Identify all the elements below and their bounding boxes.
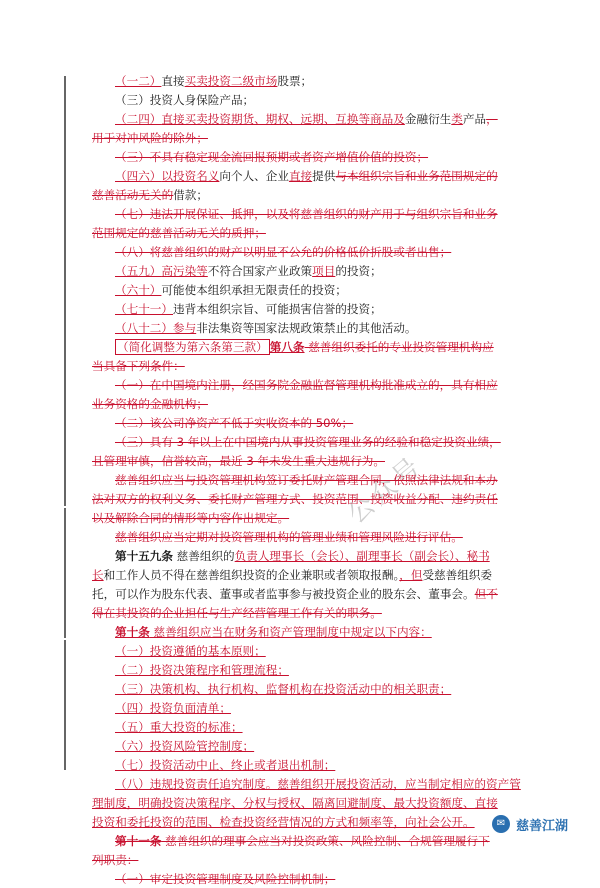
text-run: 慈善活动无关的 — [92, 188, 174, 202]
text-line — [115, 756, 528, 774]
text-run: （二四） — [115, 112, 162, 126]
text-run: 产品 — [462, 112, 487, 126]
text-line — [115, 680, 528, 698]
text-run: 但不 — [474, 587, 498, 601]
text-run: 第十五九条 — [115, 549, 173, 563]
text-run: 高污染等 — [161, 264, 208, 278]
text-line — [92, 604, 528, 622]
text-line — [115, 72, 528, 90]
text-run: 慈善组织委托的专业投资管理机构应 — [304, 340, 494, 354]
text-run: 非法集资等国家法规政策禁止的其他活动。 — [196, 321, 417, 335]
text-line — [115, 167, 528, 185]
text-line — [115, 110, 528, 128]
text-line — [115, 205, 528, 223]
text-line — [92, 566, 528, 584]
text-run: （七）投资活动中止、终止或者退出机制； — [115, 758, 336, 772]
text-line — [115, 547, 528, 565]
text-run: （四）投资负面清单； — [115, 701, 231, 715]
text-run: 理制度，明确投资决策程序、分权与授权、隔离回避制度、最大投资额度、直接 — [92, 796, 498, 810]
text-run: 受慈善组织委 — [422, 568, 493, 582]
text-run: 得在其投资的企业担任与生产经营管理工作有关的职务。 — [92, 606, 382, 620]
text-run: 慈善组织的 — [172, 549, 235, 563]
text-line — [115, 699, 528, 717]
text-run: 可以作为股东代表、董事或者监事参与被投资企业的股东会、董事会。 — [115, 587, 475, 601]
text-run: 借款； — [173, 188, 208, 202]
text-line — [115, 262, 528, 280]
text-run: 第十一条 — [115, 834, 162, 848]
text-run: 列职责： — [92, 853, 139, 867]
text-run: 股票； — [277, 74, 313, 88]
wechat-icon: ✉ — [492, 815, 510, 833]
account-logo — [492, 814, 568, 834]
text-line — [115, 414, 528, 432]
text-run: 长 — [92, 568, 104, 582]
text-run: （六十） — [115, 283, 162, 297]
text-run: （简化调整为第六条第三款） — [117, 340, 268, 354]
text-run: 向个人、企业 — [219, 169, 289, 183]
text-line — [115, 528, 528, 546]
text-run: （六）投资风险管控制度； — [115, 739, 255, 753]
text-line — [115, 433, 528, 451]
text-run: （七十一） — [115, 302, 173, 316]
text-run: 直接 — [161, 74, 185, 88]
text-run: 可能使本组织承担无限责任的投资； — [161, 283, 347, 297]
text-line — [115, 148, 528, 166]
text-run: 托， — [92, 587, 116, 601]
text-run: （三）不具有稳定现金流回报预期或者资产增值价值的投资； — [115, 150, 429, 164]
text-run: 的投资； — [335, 264, 382, 278]
text-line — [115, 832, 528, 850]
text-run: 以及解除合同的情形等内容作出规定。 — [92, 511, 290, 525]
text-run: 以投资名义 — [161, 169, 220, 183]
text-line — [115, 775, 528, 793]
text-run: （一二） — [115, 74, 162, 88]
text-line — [92, 794, 528, 812]
text-run: 业务资格的金融机构； — [92, 397, 208, 411]
text-run: 范围规定的慈善活动无关的质押； — [92, 226, 266, 240]
text-run: （三）投资人身保险产品； — [115, 93, 255, 107]
text-run: （五九） — [115, 264, 162, 278]
text-line — [92, 452, 528, 470]
revision-bar — [64, 640, 66, 770]
text-run: （二）该公司净资产不低于实收资本的 50%； — [115, 416, 354, 430]
revision-bar — [64, 76, 66, 506]
text-line — [92, 357, 528, 375]
text-run: 用于对冲风险的除外； — [92, 131, 208, 145]
text-line — [115, 243, 528, 261]
text-run: 与本组织宗旨和业务范围规定的 — [335, 169, 498, 183]
text-run: 第八条 — [269, 340, 305, 354]
text-line — [115, 642, 528, 660]
text-run: （二）投资决策程序和管理流程； — [115, 663, 289, 677]
text-run: （八）违规投资责任追究制度。慈善组织开展投资活动，应当制定相应的资产管 — [115, 777, 521, 791]
text-run: 金融衍生 — [404, 112, 452, 126]
text-line — [115, 91, 528, 109]
account-name: 慈善江湖 — [516, 818, 569, 834]
text-run: 直接买卖投资期货、期权、远期、互换等商品及 — [161, 112, 405, 126]
text-run: 和工作人员不得在慈善组织投资的企业兼职或者领取报酬。 — [103, 568, 400, 582]
revision-bar — [64, 508, 66, 638]
text-line — [115, 471, 528, 489]
text-run: 慈善组织的理事会应当对投资政策、风险控制、合规管理履行下 — [161, 834, 490, 848]
text-run: 慈善组织应当与投资管理机构签订委托财产管理合同，依照法律法规和本办 — [115, 473, 498, 487]
text-run: （八）将慈善组织的财产以明显不公允的价格低价折股或者出售； — [115, 245, 452, 259]
text-run: （一）审定投资管理制度及风险控制机制； — [115, 872, 336, 886]
text-line — [92, 585, 528, 603]
text-run: 不符合国家产业政策 — [207, 264, 313, 278]
text-run: 投资和委托投资的范围、检查投资经营情况的方式和频率等，向社会公开。 — [92, 815, 475, 829]
text-line — [92, 490, 528, 508]
text-run: （一）在中国境内注册，经国务院金融监督管理机构批准成立的，具有相应 — [115, 378, 498, 392]
text-run: 负责人理事长（会长）、副理事长（副会长）、秘书 — [234, 549, 490, 563]
text-run: 参与 — [172, 321, 197, 335]
text-line — [115, 338, 528, 356]
text-run: 慈善组织应当在财务和资产管理制度中规定以下内容： — [149, 625, 432, 639]
text-run: （三）具有 3 年以上在中国境内从事投资管理业务的经验和稳定投资业绩， — [115, 435, 501, 449]
text-run: 项目 — [312, 264, 336, 278]
text-run: 违背本组织宗旨、可能损害信誉的投资； — [172, 302, 382, 316]
text-run: ，但 — [399, 568, 423, 582]
text-line — [115, 623, 528, 641]
text-run: （三）决策机构、执行机构、监督机构在投资活动中的相关职责； — [115, 682, 452, 696]
text-run: 第十条 — [115, 625, 150, 639]
text-line — [92, 813, 528, 831]
text-line — [92, 129, 528, 147]
text-line — [92, 851, 528, 869]
text-run: （五）重大投资的标准； — [115, 720, 243, 734]
text-line — [92, 509, 528, 527]
text-run: （八十二） — [115, 321, 173, 335]
text-run: 法对双方的权利义务、委托财产管理方式、投资范围、投资收益分配、违约责任 — [92, 492, 498, 506]
text-run: 当具备下列条件： — [92, 359, 185, 373]
text-run: ， — [486, 112, 498, 126]
text-line — [115, 319, 528, 337]
text-run: 类 — [451, 112, 463, 126]
text-line — [115, 737, 528, 755]
text-run: （七）违法开展保证、抵押，以及将慈善组织的财产用于与组织宗旨和业务 — [115, 207, 498, 221]
text-line — [115, 661, 528, 679]
text-run: 买卖投资二级市场 — [184, 74, 278, 88]
text-line — [115, 300, 528, 318]
text-run: （一）投资遵循的基本原则； — [115, 644, 266, 658]
text-line — [115, 870, 528, 888]
text-line — [115, 376, 528, 394]
watermark: 公众号 — [342, 450, 429, 530]
text-run: 提供 — [312, 169, 336, 183]
text-run: 慈善组织应当定期对投资管理机构的管理业绩和管理风险进行评估。 — [115, 530, 463, 544]
text-line — [92, 395, 528, 413]
text-run: 直接 — [288, 169, 313, 183]
text-run: 且管理审慎，信誉较高，最近 3 年未发生重大违规行为。 — [92, 454, 385, 468]
text-line — [92, 186, 528, 204]
text-line — [115, 718, 528, 736]
text-line — [115, 281, 528, 299]
text-line — [92, 224, 528, 242]
text-run: （四六） — [115, 169, 162, 183]
